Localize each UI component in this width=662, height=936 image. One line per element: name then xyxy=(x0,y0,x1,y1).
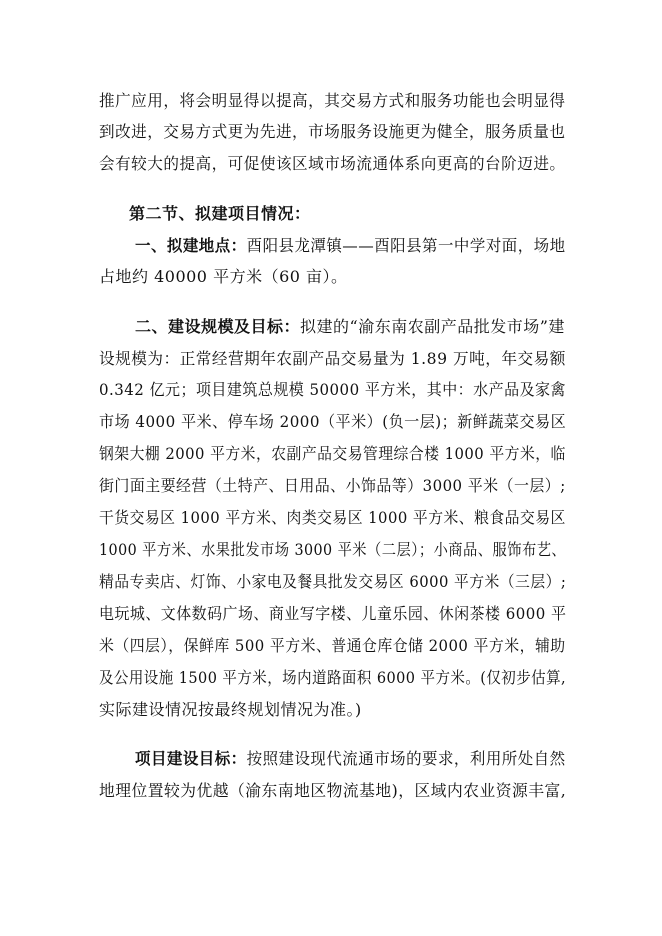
goal-line-2: 地理位置较为优越（渝东南地区物流基地)，区域内农业资源丰富, xyxy=(99,781,567,800)
scale-line: 0.342 亿元；项目建筑总规模 50000 平方米，其中：水产品及家禽 xyxy=(99,380,566,399)
scale-label: 二、建设规模及目标： xyxy=(135,317,301,336)
scale-line: 街门面主要经营（土特产、日用品、小饰品等）3000 平米（一层）; xyxy=(99,476,566,495)
scale-line: 钢架大棚 2000 平方米，农副产品交易管理综合楼 1000 平方米，临 xyxy=(99,444,566,463)
scale-line: 精品专卖店、灯饰、小家电及餐具批发交易区 6000 平方米（三层）; xyxy=(99,572,567,591)
scale-line: 市场 4000 平米、停车场 2000（平米）(负一层)；新鲜蔬菜交易区 xyxy=(99,412,567,431)
scale-line: 米（四层），保鲜库 500 平方米、普通仓库仓储 2000 平方米，辅助 xyxy=(99,636,566,655)
scale-line: 电玩城、文体数码广场、商业写字楼、儿童乐园、休闲茶楼 6000 平 xyxy=(99,604,567,623)
intro-line-2: 到改进，交易方式更为先进，市场服务设施更为健全，服务质量也 xyxy=(99,122,566,141)
scale-line: 1000 平方米、水果批发市场 3000 平米（二层）；小商品、服饰布艺、 xyxy=(99,540,567,559)
intro-line-1: 推广应用，将会明显得以提高，其交易方式和服务功能也会明显得 xyxy=(99,91,566,110)
section-heading: 第二节、拟建项目情况： xyxy=(129,204,311,223)
goal-line-1 xyxy=(135,749,566,769)
location-line-2: 占地约 40000 平方米（60 亩）。 xyxy=(99,267,348,286)
location-label: 一、拟建地点： xyxy=(135,236,247,255)
scale-text: 拟建的“渝东南农副产品批发市场”建 xyxy=(300,317,565,336)
scale-line-1 xyxy=(135,317,565,337)
goal-label: 项目建设目标： xyxy=(135,749,247,768)
scale-line: 干货交易区 1000 平方米、肉类交易区 1000 平方米、粮食品交易区 xyxy=(99,508,566,527)
goal-text: 按照建设现代流通市场的要求，利用所处自然 xyxy=(246,749,566,768)
location-text: 酉阳县龙潭镇——酉阳县第一中学对面，场地 xyxy=(246,236,566,255)
intro-line-3: 会有较大的提高，可促使该区域市场流通体系向更高的台阶迈进。 xyxy=(99,154,566,173)
scale-line: 及公用设施 1500 平方米，场内道路面积 6000 平方米。(仅初步估算, xyxy=(99,668,567,687)
scale-line: 实际建设情况按最终规划情况为准。) xyxy=(99,700,362,719)
location-line-1 xyxy=(135,236,566,256)
scale-line: 设规模为：正常经营期年农副产品交易量为 1.89 万吨，年交易额 xyxy=(99,349,566,368)
